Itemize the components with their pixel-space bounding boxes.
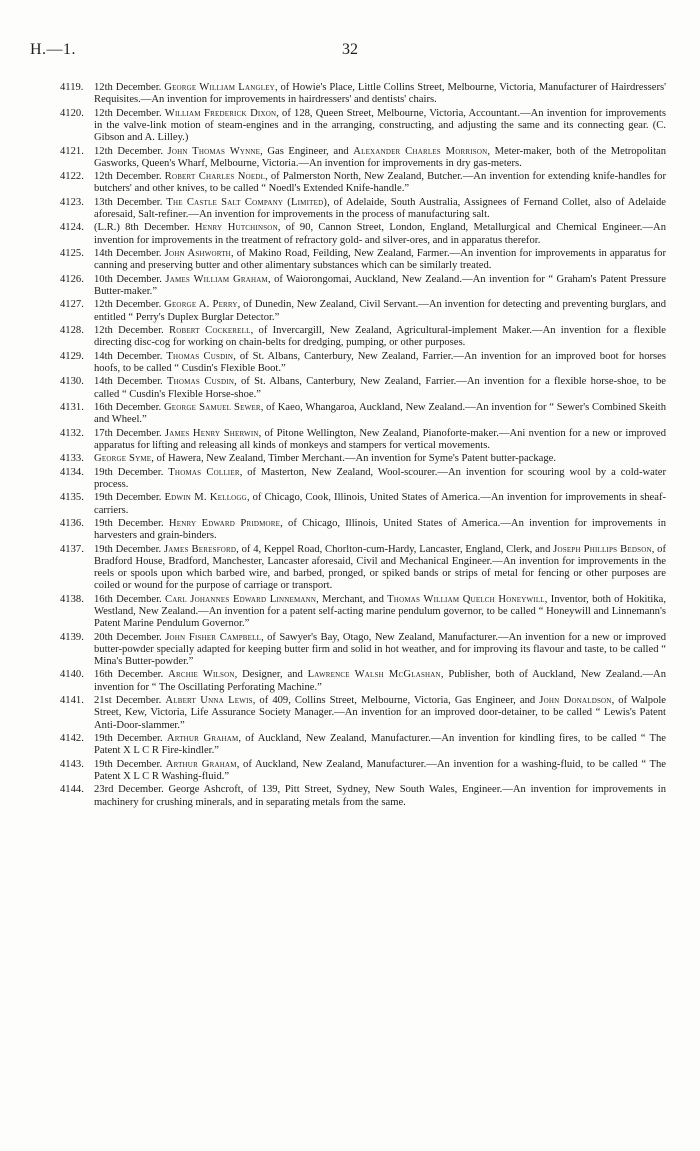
entry-number: 4120. [60, 107, 84, 119]
applicant-name: James Beresford [163, 543, 237, 555]
entry-text: 12th December. [94, 325, 169, 337]
patent-entry [60, 248, 666, 273]
entry-text: 20th December. [94, 631, 166, 643]
patent-entry [60, 299, 666, 324]
applicant-name: Robert Cockerell [168, 325, 251, 337]
entry-text: , Gas Engineer, and [260, 145, 354, 157]
entry-number: 4125. [60, 248, 84, 260]
entry-number: 4121. [60, 145, 84, 157]
entry-text: , of 128, Queen Street, Melbourne, Victoria, Accountant.—An invention for improvements in the valve-link motion of steam-engines and in the arranging, constructing, and adjusting the same and its connecting gear. (C. Gibson and A. Lilley.) [94, 107, 667, 144]
page-number: 32 [342, 41, 358, 58]
entry-text: 16th December. [94, 669, 169, 681]
entry-text: 17th December. [94, 427, 165, 439]
entry-text: 12th December. [94, 107, 165, 119]
entry-number: 4129. [60, 350, 84, 362]
entry-number: 4132. [60, 427, 84, 439]
patent-entry [60, 146, 666, 171]
entry-text: , of Sawyer's Bay, Otago, New Zealand, Manufacturer.—An invention for a new or improved butter-powder specially adapted for keeping butter firm and solid in hot weather, and for improving its flavour and taste, to be called “ Mina's Butter-powder.” [94, 631, 667, 668]
entry-text: , of Palmerston North, New Zealand, Butcher.—An invention for extending knife-handles for butchers' and other knives, to be called “ Noedl's Extended Knife-handle.” [94, 171, 666, 195]
entry-text: , of Walpole Street, Kew, Victoria, Life Assurance Society Manager.—An invention for an improved door-detainer, to be called “ Lewis's Patent Anti-Door-slammer.” [94, 695, 667, 731]
patent-entry [60, 492, 666, 517]
entry-text: 12th December. [94, 145, 168, 157]
applicant-name: John Fisher Campbell [165, 631, 262, 643]
patent-entry [60, 222, 666, 247]
patent-entry [60, 544, 666, 593]
entry-text: , of Masterton, New Zealand, Wool-scourer.—An invention for scouring wool by a cold-water process. [94, 466, 666, 490]
entry-text: , of Dunedin, New Zealand, Civil Servant.—An invention for detecting and preventing burglars, and entitled “ Perry's Duplex Burglar Detector.” [94, 299, 666, 323]
entry-text: , of Makino Road, Feilding, New Zealand, Farmer.—An invention for improvements in apparatus for canning and preserving butter and other alimentary substances which can be similarly treated. [94, 248, 666, 272]
entry-text: , Publisher, both of Auckland, New Zealand.—An invention for “ The Oscillating Perforating Machine.” [94, 669, 667, 693]
patent-entry [60, 518, 666, 543]
applicant-name: Robert Charles Noedl [164, 171, 266, 183]
entry-number: 4140. [60, 669, 84, 681]
entry-number: 4131. [60, 401, 84, 413]
entry-number: 4119. [60, 82, 84, 93]
patent-entry [60, 632, 666, 669]
patent-entry [60, 733, 666, 758]
entry-number: 4123. [60, 196, 84, 208]
entry-text: 19th December. [94, 732, 167, 744]
entry-number: 4141. [60, 695, 84, 707]
entry-text: 21st December. [94, 695, 166, 707]
entry-text: 12th December. [94, 299, 165, 311]
patent-entry [60, 759, 666, 784]
entry-text: , Meter-maker, both of the Metropolitan Gasworks, Queen's Wharf, Melbourne, Victoria.—An invention for improvements in dry gas-meters. [94, 145, 667, 169]
entry-text: , of Hawera, New Zealand, Timber Merchant.—An invention for Syme's Patent butter-package. [151, 453, 557, 465]
entry-text: 16th December. [94, 401, 164, 413]
applicant-name: Henry Hutchinson [194, 222, 278, 234]
patent-entries-list [60, 82, 666, 810]
applicant-name: William Frederick Dixon [164, 107, 277, 119]
applicant-name: John Donaldson [539, 695, 612, 707]
entry-text: 16th December. [94, 593, 165, 605]
entry-text: 19th December. [94, 517, 169, 529]
applicant-name: John Thomas Wynne [167, 145, 261, 157]
applicant-name: George William Langley [164, 82, 275, 93]
patent-entry [60, 669, 666, 694]
entry-text: , of Chicago, Illinois, United States of America.—An invention for improvements in harvesters and grain-binders. [94, 517, 666, 542]
applicant-name: George Samuel Sewer [163, 401, 261, 413]
entry-text: , of Waiorongomai, Auckland, New Zealand.—An invention for “ Graham's Patent Pressure Butter-maker.” [94, 273, 666, 297]
entry-text: , of 90, Cannon Street, London, England, Metallurgical and Chemical Engineer.—An invention for improvements in the treatment of refractory gold- and silver-ores, and in apparatus therefor. [94, 222, 666, 246]
entry-text: (L.R.) 8th December. [94, 222, 195, 234]
entry-text: 12th December. [94, 82, 165, 93]
entry-number: 4130. [60, 376, 84, 388]
entry-text: , of 409, Collins Street, Melbourne, Victoria, Gas Engineer, and [252, 695, 540, 707]
entry-number: 4137. [60, 543, 84, 555]
applicant-name: The Castle Salt Company (Limited) [166, 196, 328, 208]
applicant-name: George Syme [94, 453, 152, 465]
entry-text: 10th December. [94, 273, 166, 285]
entry-text: , of Auckland, New Zealand, Manufacturer.—An invention for kindling fires, to be called “ The Patent X L C R Fire-kindler.” [94, 732, 667, 757]
entry-text: , of Kaeo, Whangaroa, Auckland, New Zealand.—An invention for “ Sewer's Combined Skeith and Wheel.” [94, 401, 667, 426]
applicant-name: Henry Edward Pridmore [168, 517, 281, 529]
entry-number: 4138. [60, 593, 84, 605]
entry-text: , of Invercargill, New Zealand, Agricultural-implement Maker.—An invention for a flexible directing disc-cog for working on chain-belts for dredging, pumping, or other purposes. [94, 325, 666, 349]
entry-text: 19th December. [94, 492, 165, 504]
patent-entry [60, 402, 666, 427]
entry-text: , of Adelaide, South Australia, Assignees of Fernand Collet, also of Adelaide aforesaid, Salt-refiner.—An invention for improvements in the process of manufacturing salt. [94, 196, 666, 221]
entry-text: , of Auckland, New Zealand, Manufacturer.—An invention for a washing-fluid, to be called “ The Patent X L C R Washing-fluid.” [94, 758, 667, 782]
patent-entry [60, 82, 666, 107]
patent-entry [60, 376, 666, 401]
entry-number: 4144. [60, 784, 84, 796]
applicant-name: Albert Unna Lewis [165, 695, 253, 707]
entry-text: 14th December. [94, 376, 167, 388]
entry-text: , of Howie's Place, Little Collins Street, Melbourne, Victoria, Manufacturer of Hairdressers' Requisites.—An invention for improvements in hairdressers' and dentists' chairs. [94, 82, 667, 106]
patent-entry [60, 695, 666, 732]
applicant-name: George A. Perry [164, 299, 238, 311]
patent-entry [60, 453, 666, 465]
entry-number: 4143. [60, 758, 84, 770]
entry-text: , Designer, and [234, 669, 308, 681]
patent-entry [60, 784, 666, 809]
patent-entry [60, 108, 666, 145]
entry-text: , of Bradford House, Bradford, Manchester, Lancaster aforesaid, Civil and Mechanical Engineer.—An invention for improvements in the reels or spools upon which barbed wire, and barbed, pronged, or spiked bands or strips of metal for fencing or other purposes are coiled or wound for the purpose of carriage or transport. [94, 543, 666, 592]
entry-text: 12th December. [94, 171, 165, 183]
entry-number: 4139. [60, 631, 84, 643]
applicant-name: Thomas Cusdin [166, 350, 234, 362]
document-reference: H.—1. [30, 41, 77, 58]
entry-text: , of St. Albans, Canterbury, New Zealand, Farrier.—An invention for a flexible horse-shoe, to be called “ Cusdin's Flexible Horse-shoe.” [94, 376, 666, 400]
entry-number: 4133. [60, 453, 84, 465]
entry-text: 14th December. [94, 248, 165, 260]
entry-text: 19th December. [94, 543, 164, 555]
entry-text: , of 4, Keppel Road, Chorlton-cum-Hardy, Lancaster, England, Clerk, and [236, 543, 554, 555]
entry-text: , Inventor, both of Hokitika, Westland, New Zealand.—An invention for a patent self-acting marine pendulum governor, to be called “ Honeywill and Linnemann's Patent Marine Pendulum Governor.” [94, 593, 667, 630]
patent-entry [60, 594, 666, 631]
applicant-name: Arthur Graham [166, 732, 239, 744]
entry-number: 4134. [60, 466, 84, 478]
applicant-name: James William Graham [165, 273, 268, 285]
applicant-name: James Henry Sherwin [164, 427, 259, 439]
entry-number: 4136. [60, 517, 84, 529]
page-header [30, 41, 670, 61]
applicant-name: John Ashworth [164, 248, 231, 260]
entry-text: , Merchant, and [316, 593, 388, 605]
patent-entry [60, 351, 666, 376]
applicant-name: Archie Wilson [168, 669, 235, 681]
applicant-name: Alexander Charles Morrison [353, 145, 488, 157]
entry-text: 19th December. [94, 466, 169, 478]
applicant-name: Thomas Cusdin [166, 376, 235, 388]
patent-entry [60, 325, 666, 350]
entry-text: 23rd December. George Ashcroft, of 139, Pitt Street, Sydney, New South Wales, Engineer.—An invention for improvements in machinery for crushing minerals, and in separating metals from the same. [94, 784, 666, 808]
applicant-name: Lawrence Walsh McGlashan [307, 669, 441, 681]
entry-number: 4124. [60, 222, 84, 234]
patent-entry [60, 467, 666, 492]
patent-entry [60, 274, 666, 299]
entry-number: 4135. [60, 492, 84, 504]
entry-text: 14th December. [94, 350, 167, 362]
applicant-name: Arthur Graham [165, 758, 237, 770]
entry-number: 4126. [60, 273, 84, 285]
entry-text: , of St. Albans, Canterbury, New Zealand, Farrier.—An invention for an improved boot for horses hoofs, to be called “ Cusdin's Flexible Boot.” [94, 350, 666, 374]
applicant-name: Edwin M. Kellogg [164, 492, 247, 504]
entry-number: 4122. [60, 171, 84, 183]
applicant-name: Thomas Collier [168, 466, 240, 478]
entry-number: 4128. [60, 325, 84, 337]
applicant-name: Thomas William Quelch Honeywill [387, 593, 545, 605]
entry-text: 13th December. [94, 196, 167, 208]
applicant-name: Carl Johannes Edward Linnemann [164, 593, 317, 605]
entry-text: 19th December. [94, 758, 166, 770]
applicant-name: Joseph Phillips Bedson [553, 543, 652, 555]
entry-number: 4127. [60, 299, 84, 311]
patent-entry [60, 428, 666, 453]
entry-number: 4142. [60, 732, 84, 744]
entry-text: , of Chicago, Cook, Illinois, United States of America.—An invention for improvements in sheaf-carriers. [94, 492, 666, 516]
patent-entry [60, 197, 666, 222]
entry-text: , of Pitone Wellington, New Zealand, Pianoforte-maker.—Ani nvention for a new or improved apparatus for lifting and releasing all kinds of monkeys and stampers for vertical movements. [94, 427, 666, 451]
patent-entry [60, 171, 666, 196]
